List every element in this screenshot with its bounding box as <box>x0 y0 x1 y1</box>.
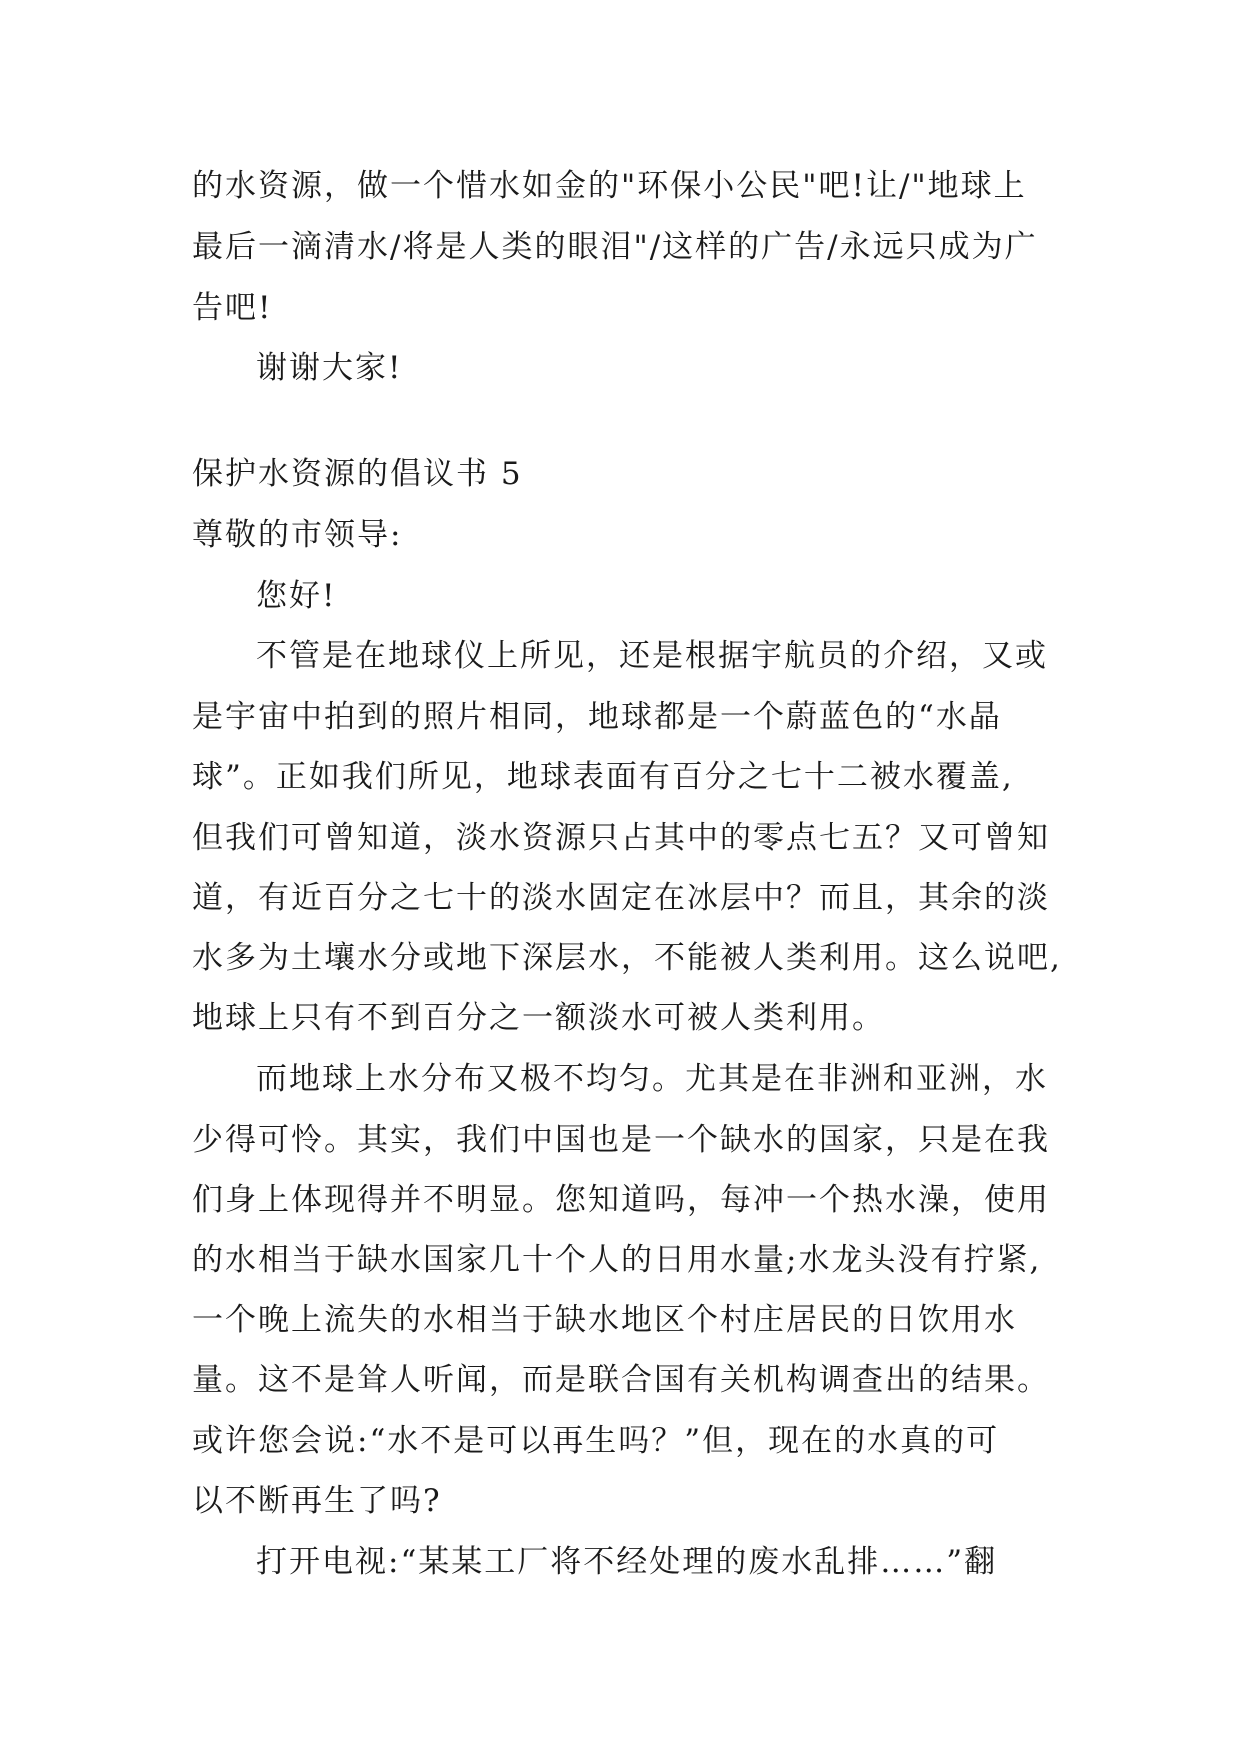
paragraph-line: 不管是在地球仪上所见，还是根据宇航员的介绍，又或 <box>256 638 1048 674</box>
paragraph-line: 量。这不是耸人听闻，而是联合国有关机构调查出的结果。 <box>192 1362 1050 1398</box>
paragraph-line: 的水资源，做一个惜水如金的"环保小公民"吧!让/"地球上 <box>192 168 1027 204</box>
paragraph-line: 们身上体现得并不明显。您知道吗，每冲一个热水澡，使用 <box>192 1182 1050 1218</box>
paragraph-line: 以不断再生了吗? <box>192 1483 442 1519</box>
paragraph-line: 地球上只有不到百分之一额淡水可被人类利用。 <box>192 1000 885 1036</box>
greeting-line: 您好! <box>256 578 337 614</box>
paragraph-line: 或许您会说:“水不是可以再生吗？”但，现在的水真的可 <box>192 1423 1000 1459</box>
paragraph-line: 一个晚上流失的水相当于缺水地区个村庄居民的日饮用水 <box>192 1302 1017 1338</box>
paragraph-line: 最后一滴清水/将是人类的眼泪"/这样的广告/永远只成为广 <box>192 229 1038 265</box>
paragraph-line: 的水相当于缺水国家几十个人的日用水量;水龙头没有拧紧, <box>192 1242 1042 1278</box>
paragraph-line: 是宇宙中拍到的照片相同，地球都是一个蔚蓝色的“水晶 <box>192 699 1002 735</box>
closing-line: 谢谢大家! <box>256 350 403 386</box>
paragraph-line: 但我们可曾知道，淡水资源只占其中的零点七五？又可曾知 <box>192 820 1050 856</box>
paragraph-line: 打开电视:“某某工厂将不经处理的废水乱排……”翻 <box>256 1544 998 1580</box>
paragraph-line: 而地球上水分布又极不均匀。尤其是在非洲和亚洲，水 <box>256 1061 1048 1097</box>
paragraph-line: 水多为土壤水分或地下深层水，不能被人类利用。这么说吧, <box>192 940 1062 976</box>
section-title: 保护水资源的倡议书 5 <box>192 456 523 492</box>
paragraph-line: 道，有近百分之七十的淡水固定在冰层中？而且，其余的淡 <box>192 880 1050 916</box>
salutation: 尊敬的市领导: <box>192 517 403 553</box>
paragraph-line: 少得可怜。其实，我们中国也是一个缺水的国家，只是在我 <box>192 1122 1050 1158</box>
paragraph-line: 告吧! <box>192 290 273 326</box>
paragraph-line: 球”。正如我们所见，地球表面有百分之七十二被水覆盖, <box>192 759 1014 795</box>
